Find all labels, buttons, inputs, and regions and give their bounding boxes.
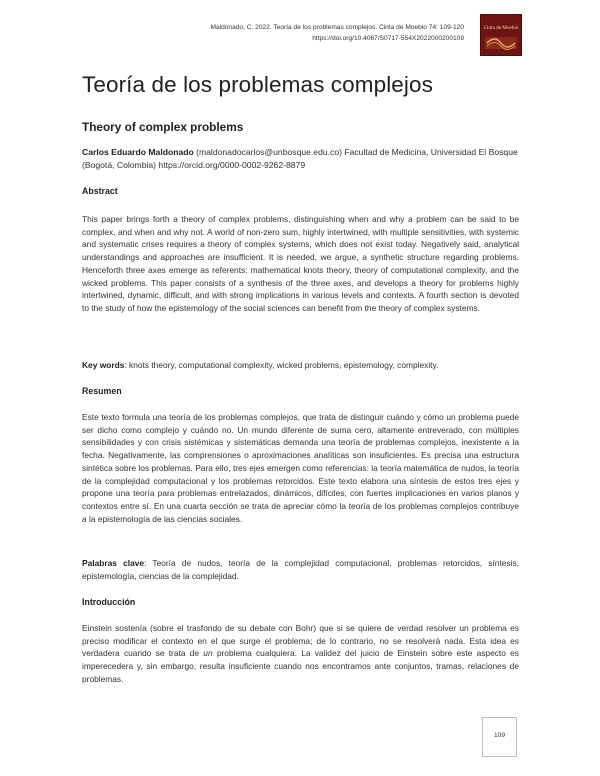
- author-name: Carlos Eduardo Maldonado: [82, 147, 194, 157]
- abstract-heading: Abstract: [82, 186, 118, 196]
- abstract-text: This paper brings forth a theory of complex problems, distinguishing when and why a problem can be said to be complex, and when and why not. A world of non-zero sum, highly intertwined, with multiple sensitivities, with systemic and systematic crises requires a theory of complex systems, which does not exist today. Negatively said, analytical understandings and approaches are insufficient. It is needed, we argue, a synthetic structure regarding problems. Henceforth three axes emerge as referents: mathematical knots theory, theory of computational complexity, and the wicked problems. This paper consists of a synthesis of the three axes, and develops a theory for problems highly intertwined, dynamic, difficult, and with strong implications in various levels and contexts. A fourth section is devoted to the study of how the epistemology of the social sciences can benefit from the theory of complex systems.: [82, 214, 519, 313]
- introduccion-text: [82, 622, 519, 686]
- journal-logo: [480, 14, 522, 56]
- citation-line: Maldonado, C. 2022. Teoría de los problemas complejos. Cinta de Moebio 74: 109-120: [210, 24, 464, 31]
- intro-text-italic: un: [203, 648, 213, 659]
- page-number: 109: [482, 717, 517, 757]
- author-details: (maldonadocarlos@unbosque.edu.co) Facultad de Medicina, Universidad El Bosque (Bogotá, Colombia) https://orcid.org/0000-0002-9262-8879: [82, 147, 518, 170]
- resumen-heading: Resumen: [82, 386, 122, 396]
- palabras-clave: [82, 557, 519, 582]
- introduccion-heading: Introducción: [82, 597, 136, 607]
- article-title: Teoría de los problemas complejos: [82, 72, 433, 97]
- doi-link[interactable]: https://doi.org/10.4067/S0717-554X2022000200109: [312, 35, 464, 42]
- palabras-clave-label: Palabras clave: [82, 558, 145, 568]
- author-block: [82, 146, 522, 172]
- key-words-label: Key words: [82, 360, 125, 370]
- resumen-text: Este texto formula una teoría de los problemas complejos, que trata de distinguir cuándo y cómo un problema puede ser dicho como complejo y cuándo no. Un mundo diferente de suma cero, altamente entreverado, con múltiples sensibilidades y con crisis sistémicas y sistemáticas demanda una teoría de problemas complejos, inexistente a la fecha. Negativamente, las comprensiones o aproximaciones analíticas son insuficientes. Es precisa una estructura sintética sobre los problemas. Para ello, tres ejes emergen como referencias: la teoría matemática de nudos, la teoría de la complejidad computacional y los problemas retorcidos. Este texto elabora una síntesis de estos tres ejes y propone una teoría para problemas entrelazados, dinámicos, difíciles, con fuertes implicaciones en varios planos y contextos entre sí. En una cuarta sección se trata de apreciar cómo la teoría de los problemas complejos contribuye a la epistemología de las ciencias sociales.: [82, 412, 519, 524]
- running-header: [64, 22, 464, 44]
- article-subtitle: Theory of complex problems: [82, 120, 244, 134]
- logo-text: Cinta de Moebio: [483, 25, 519, 31]
- key-words: [82, 359, 519, 372]
- intro-text-before: Einstein sostenía (sobre el trasfondo de su debate con Bohr) que si se quiere de verdad resolver un problema es preciso modificar el contexto en el que surge el problema; de lo contrario, no se resolverá nada. Esta idea es verdadera cuando se trata de: [82, 623, 519, 659]
- key-words-text: : knots theory, computational complexity, wicked problems, epistemology, complexity.: [124, 360, 439, 370]
- palabras-clave-text: : Teoría de nudos, teoría de la complejidad computacional, problemas retorcidos, síntesis, epistemología, ciencias de la complejidad.: [82, 558, 519, 581]
- intro-text-after: problema cualquiera. La validez del juicio de Einstein sobre este aspecto es imperecedera y, sin embargo, resulta insuficiente cuando nos encontramos ante conjuntos, tramas, relaciones de problemas.: [82, 648, 519, 684]
- journal-logo-icon: [481, 15, 521, 55]
